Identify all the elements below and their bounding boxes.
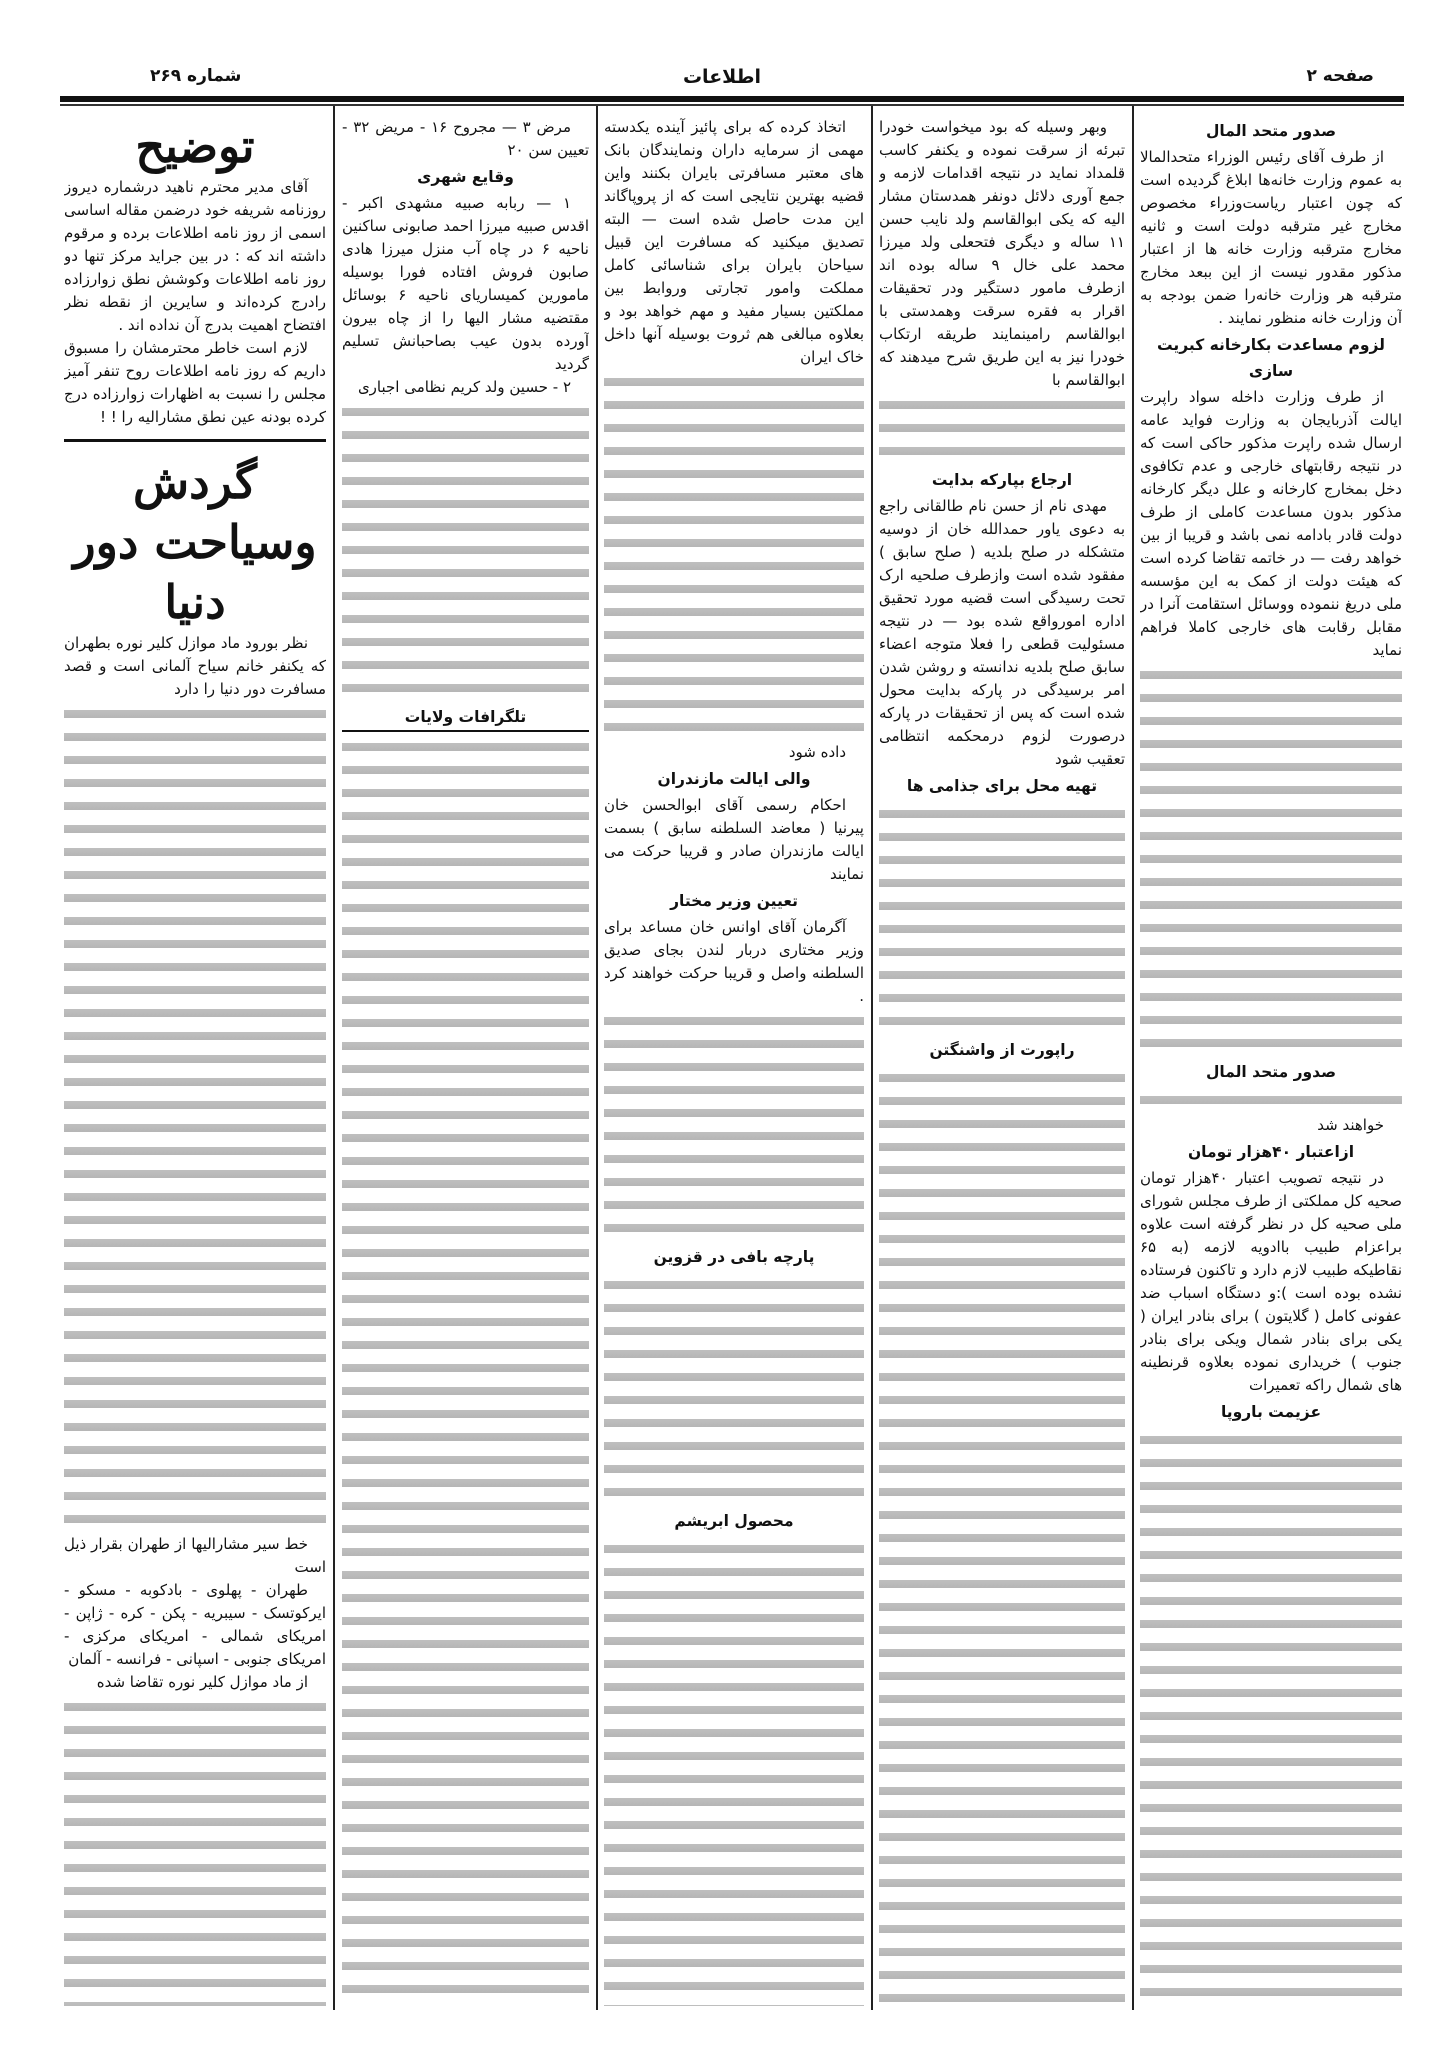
text-lines [604,371,864,739]
section-heading: تلگرافات ولایات [342,704,589,732]
article-paragraph: مرض ۳ — مجروح ۱۶ - مریض ۳۲ - تعیین سن ۲۰ [342,118,589,159]
column-4 [879,116,1125,2008]
column-1 [64,116,326,2008]
section-rule [64,439,326,442]
article-paragraph: لازم است خاطر محترمشان را مسبوق داریم که روز نامه اطلاعات روح تنفر آمیز مجلس را نسبت به اظهارات زوارزاده درج کرده بودنه عین نطق مشارالیه را ! ! [64,339,326,426]
section-heading: والی ایالت مازندران [657,770,811,788]
column-divider [1132,106,1134,2010]
text-lines [879,803,1125,1033]
article-paragraph: از طرف آقای رئیس الوزراء متحدالمالا به عموم وزارت خانه‌ها ابلاغ گردیده است که چون اعتبار ریاست‌وزراء مخصوص مخارج غیر مترقبه دولت است و ثانیه مخارج مترقبه وزارت خانه ها از اعتبار مذکور مقدور نیست از این ببعد مخارج مترقبه هر وزارت خانه‌را ضمن بودجه به آن وزارت خانه منظور نمایند . [1140,148,1402,327]
section-heading: تهیه محل برای جذامی ها [906,777,1098,795]
column-divider [871,106,873,2010]
text-lines [342,736,589,2006]
article-paragraph: ۲ - حسین ولد کریم نظامی اجباری [357,378,571,396]
page-number: صفحه ۲ [1306,66,1374,86]
article-paragraph: داده شود [788,743,846,761]
headline: توضیح [135,119,255,173]
section-heading: راپورت از واشنگتن [929,1041,1075,1059]
column-divider [596,106,598,2010]
text-lines [879,394,1125,463]
text-lines [1140,1089,1402,1112]
section-heading: ارجاع بپارکه بدایت [931,471,1073,489]
text-lines [604,1274,864,1504]
section-heading: ازاعتبار ۴۰هزار تومان [1187,1143,1355,1161]
section-heading: محصول ابریشم [674,1512,794,1530]
text-lines [1140,664,1402,1055]
newspaper-title: اطلاعات [682,66,762,88]
headline: گردش [133,455,257,509]
article-paragraph: از ماد موازل کلیر نوره تقاضا شده [96,1673,308,1691]
text-lines [879,1067,1125,2006]
text-lines [342,401,589,700]
article-paragraph: خط سیر مشارالیها از طهران بقرار ذیل است [64,1535,326,1576]
article-paragraph: آگرمان آقای اوانس خان مساعد برای وزیر مختاری دربار لندن بجای صدیق السلطنه واصل و قریبا حرکت خواهند کرد . [604,918,864,1005]
article-paragraph: در نتیجه تصویب اعتبار ۴۰هزار تومان صحیه کل مملکتی از طرف مجلس شورای ملی صحیه کل در نظر گرفته است علاوه براعزام طبیب باادویه لازمه (به ۶۵ نقاطیکه طبیب لازم دارد و تاکنون فرستاده نشده بوده است ):و دستگاه اسباب ضد عفونی کامل ( گلایتون ) برای بنادر ایران ( یکی برای بنادر شمال ویکی برای بنادر جنوب ) خریداری نموده بعلاوه قرنطینه های شمال راکه تعمیرات [1140,1169,1402,1394]
article-paragraph: آقای مدیر محترم ناهید درشماره دیروز روزنامه شریفه خود درضمن مقاله اساسی اسمی از روز نامه اطلاعات برده و مرقوم داشته اند که : در بین جراید مرکز تنها دو روز نامه اطلاعات وکوشش نطق زوارزاده رادرج کرده‌اند و سایرین از نقطه نظر افتضاح اهمیت بدرج آن نداده اند . [64,178,326,334]
article-paragraph: وبهر وسیله که بود میخواست خودرا تبرئه از سرقت نموده و یکنفر کاسب قلمداد نماید در نتیجه اقدامات لازمه و جمع آوری دلائل دونفر همدستان مشار الیه که یکی ابوالقاسم ولد نایب حسن ۱۱ ساله و دیگری فتحعلی ولد میرزا محمد علی خال ۹ ساله بوده اند ازطرف مامور دستگیر ودر تحقیقات اقرار به فقره سرقت وهمدستی با ابوالقاسم رامینمایند طریقه ارتکاب خودرا نیز به این طریق شرح میدهند که ابوالقاسم با [879,118,1125,389]
article-paragraph: نظر بورود ماد موازل کلیر نوره بطهران که یکنفر خانم سیاح آلمانی است و قصد مسافرت دور دنیا را دارد [64,634,326,698]
text-lines [1140,1429,1402,2006]
article-paragraph: ۱ — ربابه صبیه مشهدی اکبر - اقدس صبیه میرزا احمد صابونی ساکنین ناحیه ۶ در چاه آب منزل میرزا هادی صابون فروش افتاده فورا بوسیله مامورین کمیساریای ناحیه ۶ بوسائل مقتضیه مشار الیها را از چاه بیرون آورده بدون عیب بصاحبانش تسلیم گردید [342,194,589,373]
masthead-rule-thin [60,104,1404,106]
article-paragraph: احکام رسمی آقای ابوالحسن خان پیرنیا ( معاضد السلطنه سابق ) بسمت ایالت مازندران صادر و قریبا حرکت می نمایند [604,796,864,883]
article-paragraph: خواهند شد [1317,1116,1384,1134]
text-lines [64,703,326,1531]
headline: وسیاحت دور دنیا [73,515,317,629]
article-paragraph: اتخاذ کرده که برای پائیز آینده یکدسته مهمی از سرمایه داران ونمایندگان بانک های معتبر مسافرتی بایران بکنند واین قضیه بهترین نتایجی است که از پروپاگاند این مدت حاصل شده است — البته تصدیق میکنید که مسافرت این قبیل سیاحان بایران برای شناسائی کامل مملکت وامور تجارتی وروابط بین مملکتین بسیار مفید و مهم خواهد بود و بعلاوه مبالغی هم ثروت بوسیله آنها داخل خاک ایران [604,118,864,366]
section-heading: صدور متحد المال [1205,122,1337,140]
masthead-rule [60,96,1404,102]
section-heading: عزیمت باروپا [1220,1403,1322,1421]
column-3 [604,116,864,2008]
text-lines [604,1538,864,2006]
section-heading: صدور متحد المال [1205,1063,1337,1081]
column-divider [333,106,335,2010]
section-heading: تعیین وزیر مختار [670,892,798,910]
article-paragraph: مهدی نام از حسن نام طالقانی راجع به دعوی یاور حمدالله خان از دوسیه متشکله در صلح بلدیه ( صلح سابق ) مفقود شده است وازطرف صلحیه ارک تحت رسیدگی است قضیه مورد تحقیق اداره امورواقع شده بود — در نتیجه مسئولیت قطعی را فعلا متوجه اعضاء سابق صلح بلدیه ندانسته و روشن شدن امر برسیدگی در پارکه بدایت محول شده است که پس از تحقیقات در پارکه درصورت لزوم درمحکمه انتظامی تعقیب شود [879,497,1125,768]
section-heading: وقایع شهری [417,168,514,186]
section-heading: پارچه بافی در قزوین [653,1248,815,1266]
section-heading: لزوم مساعدت بکارخانه کبریت سازی [1157,336,1385,380]
article-paragraph: طهران - پهلوی - بادکوبه - مسکو - ایرکوتسک - سیبریه - پکن - کره - ژاپن - امریکای شمالی - امریکای مرکزی - امریکای جنوبی - اسپانی - فرانسه - آلمان [64,1581,326,1668]
article-paragraph: از طرف وزارت داخله سواد راپرت ایالت آذربایجان به وزارت فواید عامه ارسال شده راپرت مذکور حاکی است که در نتیجه رقابتهای خارجی و عدم تکافوی دخل بمخارج کارخانه و علل دیگر کارخانه مذکور بدون مساعدت کاملی از طرف دولت قادر بادامه نمی باشد و قریبا از بین خواهد رفت — در خاتمه تقاضا کرده است که هیئت دولت از کمک به این مؤسسه ملی دریغ ننموده ووسائل استقامت آنرا در مقابل رقابت های خارجی کاملا فراهم نماید [1140,388,1402,659]
issue-number: شماره ۲۶۹ [150,66,242,86]
text-lines [604,1010,864,1240]
column-5 [1140,116,1402,2008]
text-lines [64,1696,326,2006]
column-2 [342,116,589,2008]
